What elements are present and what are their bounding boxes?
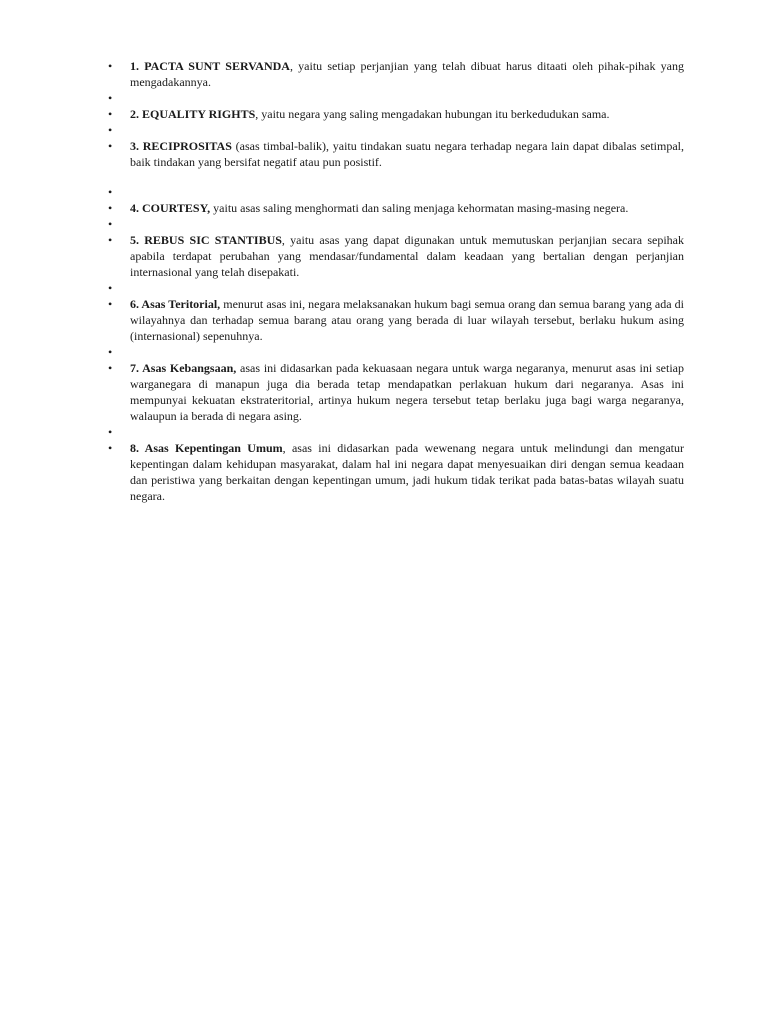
bullet-icon: • xyxy=(108,233,113,247)
list-item-pacta-sunt-servanda xyxy=(108,58,684,90)
empty-list-item xyxy=(108,424,684,440)
bullet-icon: • xyxy=(108,107,113,121)
item-term: 6. Asas Teritorial, xyxy=(130,297,221,311)
list-item-reciprositas xyxy=(108,138,684,170)
item-body: , yaitu setiap perjanjian yang telah dibuat harus ditaati oleh pihak-pihak yang mengadakannya. xyxy=(130,59,685,89)
list-item-asas-kebangsaan xyxy=(108,360,684,424)
list-item-courtesy xyxy=(108,200,684,216)
item-body: yaitu asas saling menghormati dan saling menjaga kehormatan masing-masing negera. xyxy=(210,201,629,215)
bullet-icon: • xyxy=(108,59,113,73)
bullet-icon: • xyxy=(108,425,113,439)
empty-list-item xyxy=(108,122,684,138)
principles-list xyxy=(108,58,684,504)
item-term: 8. Asas Kepentingan Umum xyxy=(130,441,283,455)
empty-list-item xyxy=(108,344,684,360)
bullet-icon: • xyxy=(108,281,113,295)
bullet-icon: • xyxy=(108,297,113,311)
empty-list-item xyxy=(108,184,684,200)
item-term: 5. REBUS SIC STANTIBUS xyxy=(130,233,282,247)
item-term: 4. COURTESY, xyxy=(130,201,211,215)
bullet-icon: • xyxy=(108,217,113,231)
item-body: menurut asas ini, negara melaksanakan hukum bagi semua orang dan semua barang yang ada di wilayahnya dan terhadap semua barang atau orang yang berada di luar wilayah tersebut, berlaku hukum asing (internasional) sepenuhnya. xyxy=(130,297,684,343)
item-term: 2. EQUALITY RIGHTS xyxy=(130,107,256,121)
item-term: 1. PACTA SUNT SERVANDA xyxy=(130,59,290,73)
empty-list-item xyxy=(108,280,684,296)
item-body: (asas timbal-balik), yaitu tindakan suatu negara terhadap negara lain dapat dibalas setimpal, baik tindakan yang bersifat negatif atau pun posistif. xyxy=(130,139,685,169)
empty-list-item xyxy=(108,216,684,232)
list-item-asas-teritorial xyxy=(108,296,684,344)
list-item-rebus-sic-stantibus xyxy=(108,232,684,280)
bullet-icon: • xyxy=(108,91,113,105)
bullet-icon: • xyxy=(108,201,113,215)
bullet-icon: • xyxy=(108,345,113,359)
item-body: asas ini didasarkan pada kekuasaan negara untuk warga negaranya, menurut asas ini setiap warganegara di manapun juga dia berada tetap mendapatkan perlakuan hukum dari negaranya. Asas ini mempunyai kekuatan ekstrateritorial, artinya hukum negera tersebut tetap berlaku juga bagi warga negaranya, walaupun ia berada di negara asing. xyxy=(130,361,684,423)
list-item-asas-kepentingan-umum xyxy=(108,440,684,504)
item-term: 3. RECIPROSITAS xyxy=(130,139,232,153)
item-term: 7. Asas Kebangsaan, xyxy=(130,361,237,375)
bullet-icon: • xyxy=(108,185,113,199)
bullet-icon: • xyxy=(108,139,113,153)
empty-list-item xyxy=(108,90,684,106)
item-body: , yaitu negara yang saling mengadakan hubungan itu berkedudukan sama. xyxy=(255,107,610,121)
bullet-icon: • xyxy=(108,441,113,455)
item-body: , yaitu asas yang dapat digunakan untuk memutuskan perjanjian secara sepihak apabila terdapat perubahan yang mendasar/fundamental dalam keadaan yang bertalian dengan perjanjian internasional yang telah disepakati. xyxy=(130,233,684,279)
item-body: , asas ini didasarkan pada wewenang negara untuk melindungi dan mengatur kepentingan dalam kehidupan masyarakat, dalam hal ini negara dapat menyesuaikan diri dengan semua keadaan dan peristiwa yang berkaitan dengan kepentingan umum, jadi hukum tidak terikat pada batas-batas wilayah suatu negara. xyxy=(130,441,685,503)
bullet-icon: • xyxy=(108,361,113,375)
bullet-icon: • xyxy=(108,123,113,137)
list-item-equality-rights xyxy=(108,106,684,122)
